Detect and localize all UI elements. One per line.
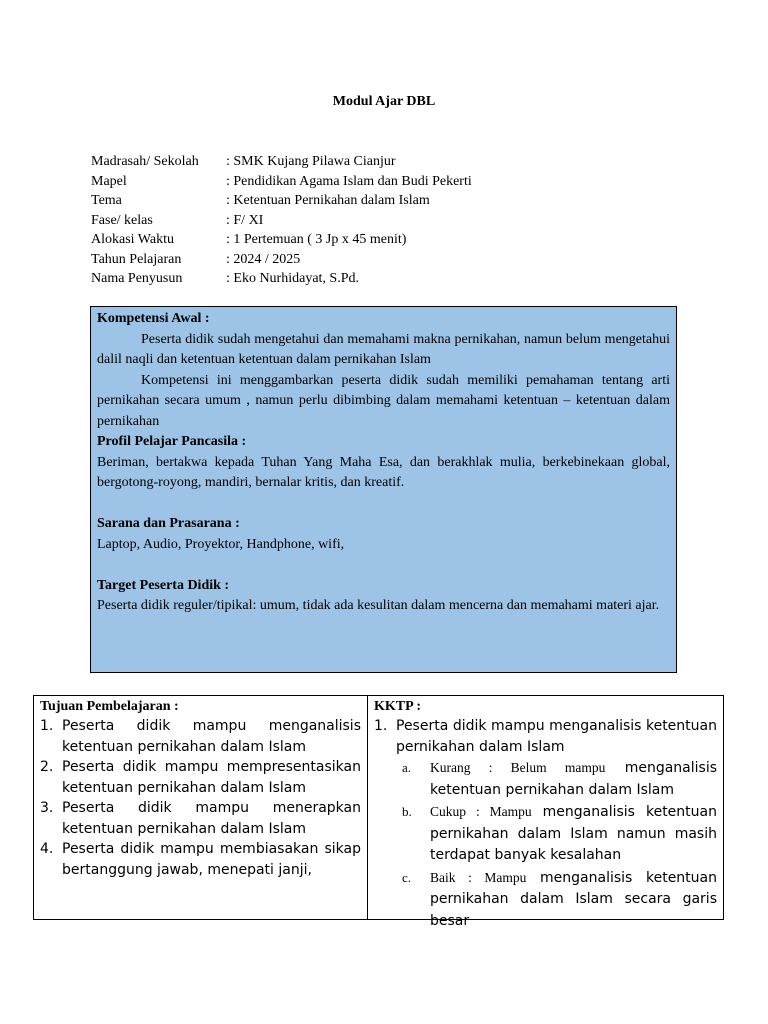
list-item — [40, 839, 361, 880]
target-text: Peserta didik reguler/tipikal: umum, tidak ada kesulitan dalam mencerna dan memahami materi ajar. — [97, 598, 660, 613]
tujuan-column — [34, 696, 368, 919]
info-row-phase — [91, 211, 472, 231]
info-row-subject — [91, 172, 472, 192]
info-label: Mapel — [91, 173, 127, 189]
profil-heading: Profil Pelajar Pancasila : — [97, 434, 247, 449]
tujuan-heading: Tujuan Pembelajaran : — [40, 699, 179, 714]
kompetensi-paragraph-2: Kompetensi ini menggambarkan peserta didik sudah memiliki pemahaman tentang arti pernikahan secara umum , namun perlu dibimbing dalam memahami ketentuan – ketentuan dalam pernikahan — [97, 372, 670, 429]
info-row-school — [91, 152, 472, 172]
criteria-description: menganalisis ketentuan pernikahan dalam Islam namun masih terdapat banyak kesalahan — [430, 804, 717, 863]
info-label: Nama Penyusun — [91, 271, 183, 286]
criteria-text — [430, 757, 717, 801]
criteria-level: Baik : Mampu — [430, 869, 527, 885]
kompetensi-paragraph-1: Peserta didik sudah mengetahui dan memahami makna pernikahan, namun belum mengetahui dalil naqli dan ketentuan ketentuan dalam pernikahan Islam — [97, 331, 670, 367]
target-heading: Target Peserta Didik : — [97, 577, 230, 593]
sarana-heading: Sarana dan Prasarana : — [97, 516, 240, 531]
criteria-description: menganalisis ketentuan pernikahan dalam Islam secara garis besar — [430, 869, 717, 929]
info-value: : 1 Pertemuan ( 3 Jp x 45 menit) — [226, 232, 407, 247]
kktp-heading: KKTP : — [374, 699, 422, 714]
tujuan-list — [40, 716, 361, 880]
list-item — [40, 716, 361, 757]
info-row-author — [91, 269, 472, 289]
info-label: Alokasi Waktu — [91, 232, 174, 247]
kompetensi-box — [90, 306, 677, 673]
document-title: Modul Ajar DBL — [332, 94, 436, 109]
spacer — [97, 494, 670, 515]
item-number: 3. — [40, 800, 54, 816]
spacer — [97, 555, 670, 576]
info-row-theme — [91, 191, 472, 211]
list-item — [40, 757, 361, 798]
criteria-letter: a. — [402, 760, 412, 775]
item-text: Peserta didik mampu membiasakan sikap bertanggung jawab, menepati janji, — [62, 841, 361, 878]
info-label: Tahun Pelajaran — [91, 251, 182, 267]
kktp-list — [374, 716, 717, 757]
criteria-level: Cukup : Mampu — [430, 804, 532, 819]
criteria-item — [402, 801, 717, 867]
item-number: 1. — [40, 718, 54, 734]
info-value: : 2024 / 2025 — [226, 251, 301, 267]
item-number: 4. — [40, 841, 54, 857]
criteria-letter: c. — [402, 869, 412, 885]
kktp-column — [368, 696, 723, 929]
criteria-item — [402, 757, 717, 801]
criteria-text — [430, 867, 717, 933]
item-text: Peserta didik mampu mempresentasikan ketentuan pernikahan dalam Islam — [62, 759, 361, 796]
list-item — [374, 716, 717, 757]
item-text: Peserta didik mampu menganalisis ketentuan pernikahan dalam Islam — [396, 718, 717, 755]
kompetensi-heading: Kompetensi Awal : — [97, 311, 210, 326]
criteria-letter: b. — [402, 804, 412, 819]
list-item — [40, 798, 361, 839]
item-text: Peserta didik mampu menerapkan ketentuan pernikahan dalam Islam — [62, 800, 361, 837]
info-value: : F/ XI — [226, 212, 264, 228]
kktp-criteria-list — [374, 757, 717, 932]
identity-block — [91, 152, 472, 289]
info-row-time — [91, 230, 472, 250]
info-value: : Eko Nurhidayat, S.Pd. — [226, 271, 359, 286]
criteria-text — [430, 801, 717, 867]
info-value: : Pendidikan Agama Islam dan Budi Pekerti — [226, 173, 472, 189]
item-number: 1. — [374, 718, 388, 734]
criteria-level: Kurang : Belum mampu — [430, 760, 606, 775]
goals-table — [33, 695, 724, 929]
item-number: 2. — [40, 759, 54, 775]
info-row-year — [91, 250, 472, 270]
info-value: : Ketentuan Pernikahan dalam Islam — [226, 193, 430, 208]
info-label: Tema — [91, 193, 122, 208]
criteria-item — [402, 867, 717, 933]
profil-text: Beriman, bertakwa kepada Tuhan Yang Maha Esa, dan berakhlak mulia, berkebinekaan global, bergotong-royong, mandiri, bernalar kritis, dan kreatif. — [97, 454, 670, 490]
info-value: : SMK Kujang Pilawa Cianjur — [226, 154, 396, 169]
sarana-text: Laptop, Audio, Proyektor, Handphone, wifi, — [97, 536, 345, 552]
info-label: Fase/ kelas — [91, 212, 153, 228]
info-label: Madrasah/ Sekolah — [91, 154, 199, 169]
criteria-description: menganalisis ketentuan pernikahan dalam Islam — [430, 760, 718, 798]
item-text: Peserta didik mampu menganalisis ketentuan pernikahan dalam Islam — [62, 718, 361, 755]
